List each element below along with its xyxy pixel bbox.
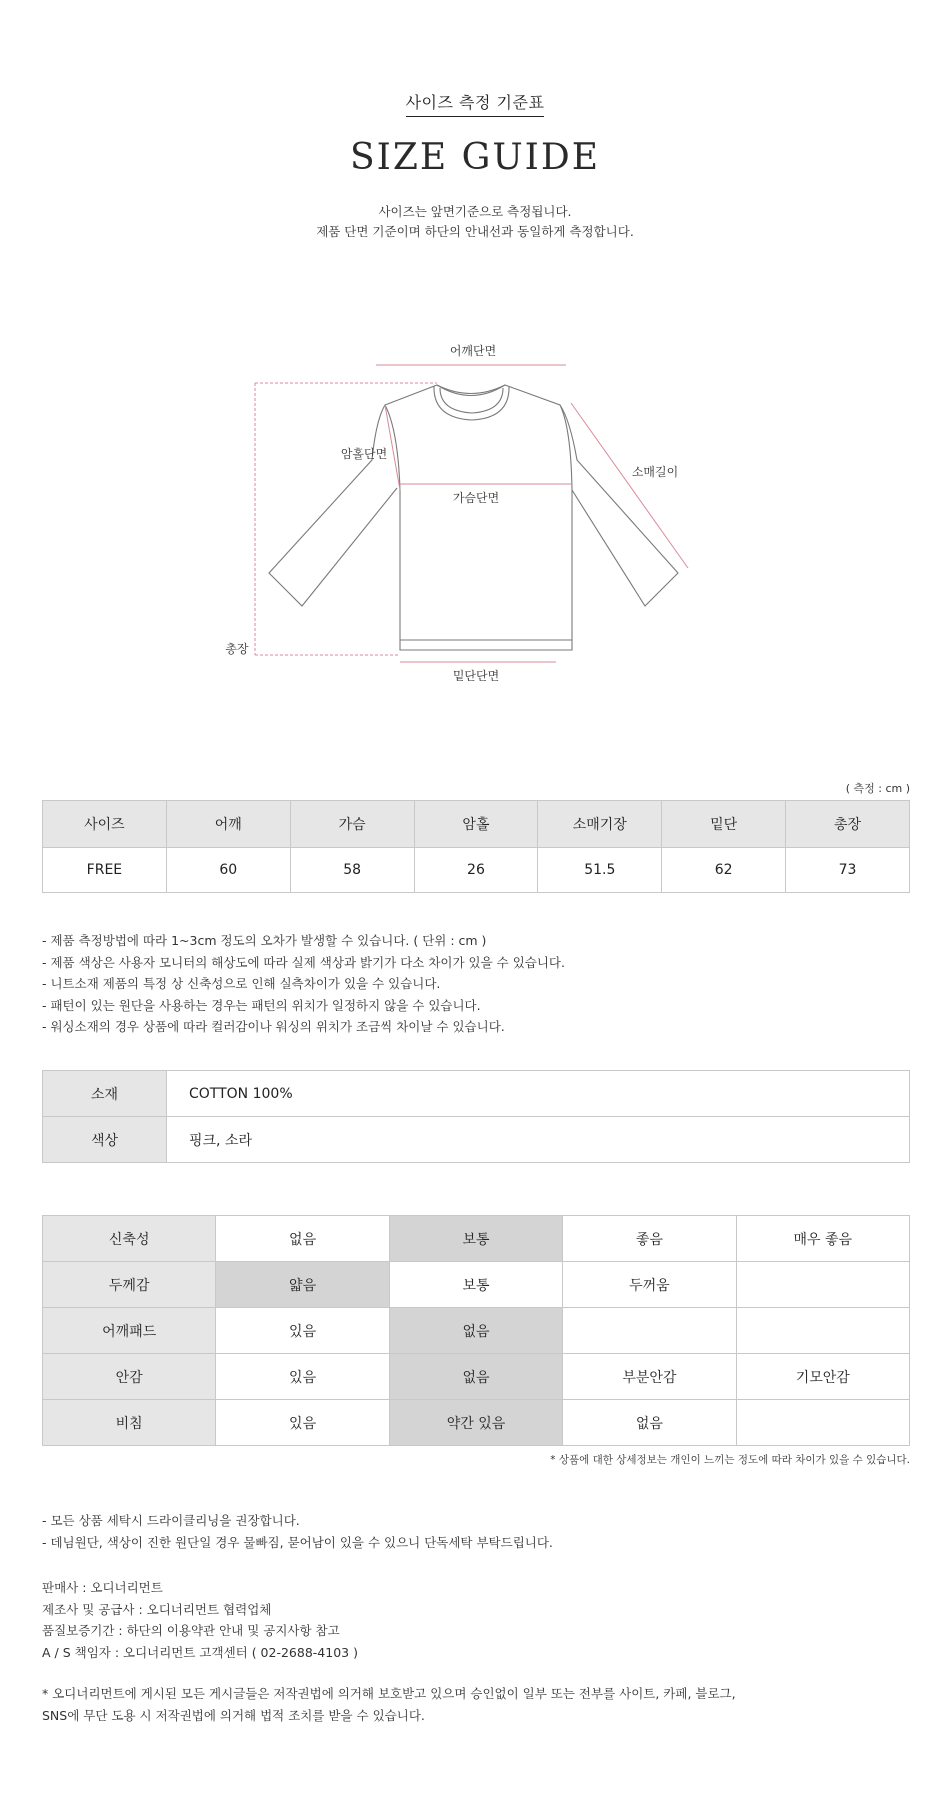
feature-option-selected: 얇음 [216, 1262, 389, 1308]
armhole-label: 암홀단면 [340, 447, 388, 461]
hem-label: 밑단단면 [452, 669, 500, 683]
measurement-lines [255, 365, 688, 662]
seller-info [42, 1577, 358, 1663]
sweatshirt-illustration [0, 330, 950, 700]
feature-row-sheerness [43, 1400, 910, 1446]
size-header-cell: 어깨 [166, 801, 290, 848]
feature-option [736, 1262, 909, 1308]
fabric-row [43, 1071, 910, 1117]
fabric-label: 소재 [43, 1071, 167, 1117]
page-title: SIZE GUIDE [349, 137, 601, 178]
color-row [43, 1117, 910, 1163]
measurement-notes [42, 930, 565, 1038]
feature-option [736, 1400, 909, 1446]
garment-diagram [0, 330, 950, 700]
feature-label: 비침 [43, 1400, 216, 1446]
warranty-line: 품질보증기간 : 하단의 이용약관 안내 및 공지사항 참고 [42, 1623, 340, 1638]
size-header-cell: 가슴 [290, 801, 414, 848]
size-value-cell: FREE [43, 848, 167, 893]
care-instructions [42, 1510, 553, 1553]
size-header-cell: 사이즈 [43, 801, 167, 848]
size-table-row [43, 848, 910, 893]
size-value-cell: 73 [786, 848, 910, 893]
size-table-header-row [43, 801, 910, 848]
garment-outline [269, 385, 678, 650]
feature-option [563, 1308, 736, 1354]
size-value-cell: 58 [290, 848, 414, 893]
material-table [42, 1070, 910, 1163]
size-value-cell: 60 [166, 848, 290, 893]
as-contact-line: A / S 책임자 : 오디너리먼트 고객센터 ( 02-2688-4103 ) [42, 1644, 358, 1660]
feature-option: 있음 [216, 1400, 389, 1446]
fabric-value: COTTON 100% [167, 1071, 910, 1117]
size-guide-header [0, 90, 950, 242]
feature-option-selected: 없음 [389, 1308, 562, 1354]
feature-option: 좋음 [563, 1216, 736, 1262]
description-line-1: 사이즈는 앞면기준으로 측정됩니다. [378, 204, 572, 219]
color-value: 핑크, 소라 [167, 1117, 910, 1163]
size-header-cell: 밑단 [662, 801, 786, 848]
armhole-line [385, 405, 400, 490]
page-description [0, 202, 950, 242]
size-header-cell: 총장 [786, 801, 910, 848]
shoulder-label: 어깨단면 [449, 344, 497, 358]
care-line: - 모든 상품 세탁시 드라이클리닝을 권장합니다. [42, 1513, 300, 1528]
feature-row-stretch [43, 1216, 910, 1262]
color-label: 색상 [43, 1117, 167, 1163]
feature-option: 보통 [389, 1262, 562, 1308]
sleeve-line [571, 403, 688, 568]
feature-option: 기모안감 [736, 1354, 909, 1400]
note-line: - 니트소재 제품의 특정 상 신축성으로 인해 실측차이가 있을 수 있습니다. [42, 976, 441, 991]
size-value-cell: 26 [414, 848, 538, 893]
manufacturer-line: 제조사 및 공급사 : 오디너리먼트 협력업체 [42, 1601, 272, 1617]
feature-option: 있음 [216, 1308, 389, 1354]
feature-label: 두께감 [43, 1262, 216, 1308]
feature-row-lining [43, 1354, 910, 1400]
feature-note: * 상품에 대한 상세정보는 개인이 느끼는 정도에 따라 차이가 있을 수 있습니다. [550, 1454, 910, 1466]
feature-option: 부분안감 [563, 1354, 736, 1400]
size-header-cell: 소매기장 [538, 801, 662, 848]
feature-option-selected: 없음 [389, 1354, 562, 1400]
feature-option: 매우 좋음 [736, 1216, 909, 1262]
note-line: - 워싱소재의 경우 상품에 따라 컬러감이나 워싱의 위치가 조금씩 차이날 수 있습니다. [42, 1019, 505, 1034]
size-table [42, 800, 910, 893]
size-value-cell: 62 [662, 848, 786, 893]
page-subtitle: 사이즈 측정 기준표 [406, 90, 545, 117]
size-value-cell: 51.5 [538, 848, 662, 893]
copyright-line: SNS에 무단 도용 시 저작권법에 의거해 법적 조치를 받을 수 있습니다. [42, 1708, 425, 1723]
note-line: - 제품 측정방법에 따라 1~3cm 정도의 오차가 발생할 수 있습니다. ( 단위 : cm ) [42, 933, 487, 948]
feature-option: 두꺼움 [563, 1262, 736, 1308]
note-line: - 패턴이 있는 원단을 사용하는 경우는 패턴의 위치가 일정하지 않을 수 있습니다. [42, 997, 481, 1013]
note-line: - 제품 색상은 사용자 모니터의 해상도에 따라 실제 색상과 밝기가 다소 차이가 있을 수 있습니다. [42, 954, 565, 970]
description-line-2: 제품 단면 기준이며 하단의 안내선과 동일하게 측정합니다. [316, 224, 634, 239]
copyright-line: * 오디너리먼트에 게시된 모든 게시글들은 저작권법에 의거해 보호받고 있으며 승인없이 일부 또는 전부를 사이트, 카페, 블로그, [42, 1686, 736, 1701]
size-header-cell: 암홀 [414, 801, 538, 848]
sleeve-label: 소매길이 [631, 465, 679, 479]
feature-option-selected: 약간 있음 [389, 1400, 562, 1446]
feature-label: 어깨패드 [43, 1308, 216, 1354]
unit-note: ( 측정 : cm ) [845, 782, 910, 795]
feature-option: 있음 [216, 1354, 389, 1400]
chest-label: 가슴단면 [452, 491, 500, 505]
feature-option: 없음 [216, 1216, 389, 1262]
length-label: 총장 [225, 642, 249, 656]
seller-line: 판매사 : 오디너리먼트 [42, 1580, 163, 1595]
feature-label: 신축성 [43, 1216, 216, 1262]
feature-table [42, 1215, 910, 1446]
feature-label: 안감 [43, 1354, 216, 1400]
feature-row-thickness [43, 1262, 910, 1308]
copyright-notice [42, 1683, 736, 1727]
feature-option [736, 1308, 909, 1354]
feature-option-selected: 보통 [389, 1216, 562, 1262]
feature-option: 없음 [563, 1400, 736, 1446]
feature-row-shoulder-pad [43, 1308, 910, 1354]
care-line: - 데님원단, 색상이 진한 원단일 경우 물빠짐, 묻어남이 있을 수 있으니 단독세탁 부탁드립니다. [42, 1534, 553, 1550]
